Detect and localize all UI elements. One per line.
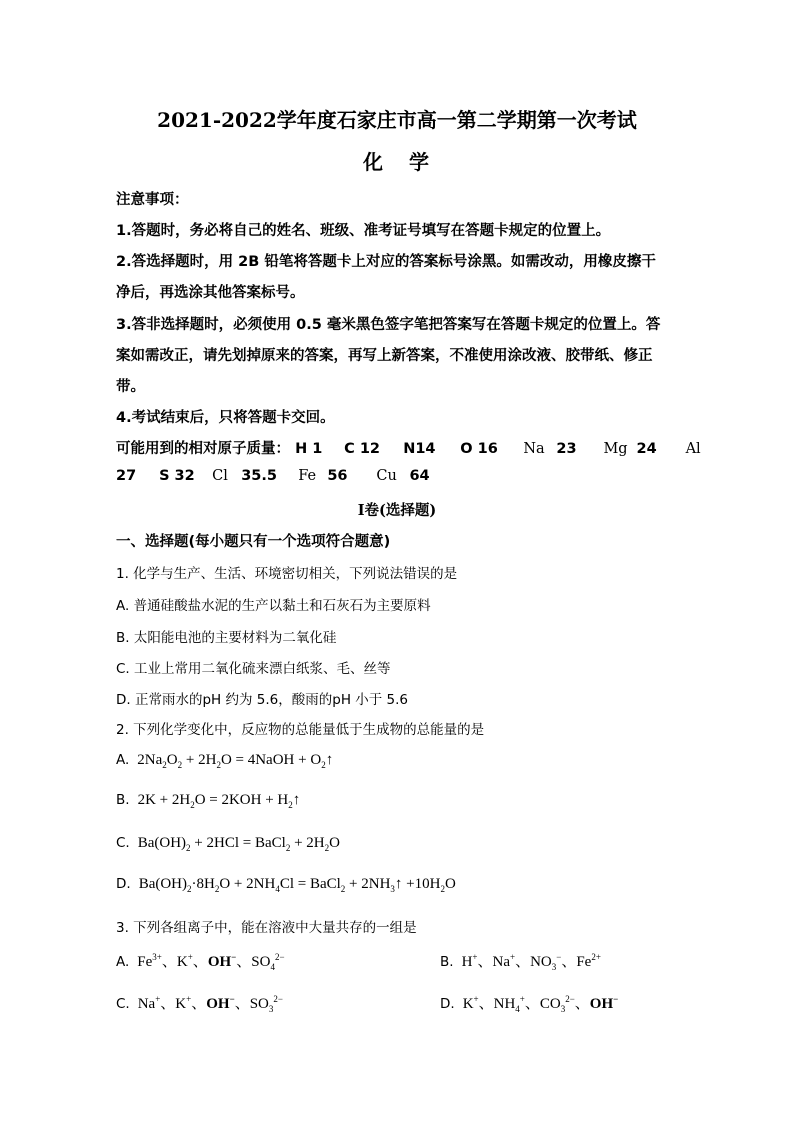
q3-option-a (116, 950, 285, 972)
q2-option-b-label: B. (116, 792, 130, 808)
mass-cu-symbol: Cu (376, 468, 397, 484)
q3-option-a-label: A. (116, 954, 130, 970)
q3-ions-b: H+、Na+、$NO_3^-$、$Fe^{2+}$ (461, 952, 601, 972)
note-item-3b: 案如需改正，请先划掉原来的答案，再写上新答案，不准使用涂改液、胶带纸、修正 (116, 348, 653, 364)
q2-equation-a: $2Na_2O_2 + 2H_2O$ = 4NaOH + $O_2↑$ (137, 752, 334, 770)
q2-equation-c: $Ba(OH)_2 + 2HCl$ = BaCl$_2$ + $2H_2O$ (137, 835, 340, 853)
atomic-mass-row-1 (116, 437, 701, 458)
q3-option-b-label: B. (440, 954, 454, 970)
note-item-2a: 2.答选择题时，用 2B 铅笔将答题卡上对应的答案标号涂黑。如需改动，用橡皮擦干 (116, 254, 656, 270)
subject-title (0, 146, 794, 175)
volume-heading: Ⅰ卷(选择题) (357, 502, 437, 519)
q3-option-b (440, 950, 601, 972)
mass-mg-value: 24 (636, 441, 657, 457)
note-item-1: 1.答题时，务必将自己的姓名、班级、准考证号填写在答题卡规定的位置上。 (116, 223, 611, 239)
q3-option-c-label: C. (116, 996, 130, 1012)
q3-option-d-label: D. (440, 996, 455, 1012)
mass-o: O 16 (460, 441, 498, 457)
mass-n: N14 (403, 441, 436, 457)
mass-cu-value: 64 (409, 468, 430, 484)
q2-stem: 2. 下列化学变化中，反应物的总能量低于生成物的总能量的是 (116, 722, 485, 738)
q2-option-a-label: A. (116, 752, 130, 768)
q1-option-a: A. 普通硅酸盐水泥的生产以黏土和石灰石为主要原料 (116, 598, 431, 614)
q1-option-d: D. 正常雨水的pH 约为 5.6，酸雨的pH 小于 5.6 (116, 692, 409, 708)
q3-ions-a: $Fe^{3+}$、K+、OH−、$SO_4^{2-}$ (137, 952, 285, 972)
mass-cl-value: 35.5 (241, 468, 277, 484)
q2-option-c-label: C. (116, 835, 130, 851)
q2-equation-b: $2K + 2H_2O = 2KOH$ + $H_2↑$ (137, 792, 301, 810)
q3-stem: 3. 下列各组离子中，能在溶液中大量共存的一组是 (116, 920, 417, 936)
q3-option-c (116, 992, 283, 1014)
mass-mg-symbol: Mg (603, 441, 628, 457)
q3-ions-c: Na+、K+、OH−、$SO_3^{2-}$ (137, 994, 283, 1014)
q3-ions-d: K+、$NH_4^+$、$CO_3^{2-}$、OH− (462, 994, 619, 1014)
subject-char-2: 学 (409, 150, 431, 174)
note-item-4: 4.考试结束后，只将答题卡交回。 (116, 410, 335, 426)
q3-option-d (440, 992, 618, 1014)
atomic-mass-label: 可能用到的相对原子质量： (116, 441, 290, 457)
exam-title: 2021-2022学年度石家庄市高一第二学期第一次考试 (157, 108, 637, 132)
note-item-3c: 带。 (116, 379, 145, 395)
mass-h: H 1 (295, 441, 323, 457)
q2-option-d-label: D. (116, 876, 131, 892)
q2-option-a (116, 752, 333, 770)
note-item-3a: 3.答非选择题时，必须使用 0.5 毫米黑色签字笔把答案写在答题卡规定的位置上。答 (116, 317, 661, 333)
q2-option-b (116, 792, 300, 810)
mass-al-symbol: Al (685, 441, 701, 457)
mass-al-value: 27 (116, 468, 137, 484)
mass-c: C 12 (344, 441, 380, 457)
mass-fe-value: 56 (327, 468, 348, 484)
q1-stem: 1. 化学与生产、生活、环境密切相关，下列说法错误的是 (116, 566, 458, 582)
q1-option-b: B. 太阳能电池的主要材料为二氧化硅 (116, 630, 337, 646)
mass-cl-symbol: Cl (212, 468, 228, 484)
atomic-mass-row-2 (116, 468, 696, 484)
mass-na-value: 23 (556, 441, 577, 457)
mass-fe-symbol: Fe (298, 468, 317, 484)
q2-option-d (116, 876, 456, 894)
subject-char-1: 化 (363, 150, 385, 174)
mass-na-symbol: Na (523, 441, 545, 457)
q2-option-c (116, 835, 340, 853)
q1-option-c: C. 工业上常用二氧化硫来漂白纸浆、毛、丝等 (116, 661, 391, 677)
notes-heading: 注意事项： (116, 192, 189, 208)
part-heading: 一、选择题(每小题只有一个选项符合题意) (116, 534, 391, 550)
mass-s: S 32 (159, 468, 195, 484)
note-item-2b: 净后，再选涂其他答案标号。 (116, 285, 305, 301)
q2-equation-d: $Ba(OH)_2\cdot 8H_2O + 2NH_4Cl$ = BaCl$_2$ + $2NH_3↑ +10H_2O$ (138, 876, 456, 894)
